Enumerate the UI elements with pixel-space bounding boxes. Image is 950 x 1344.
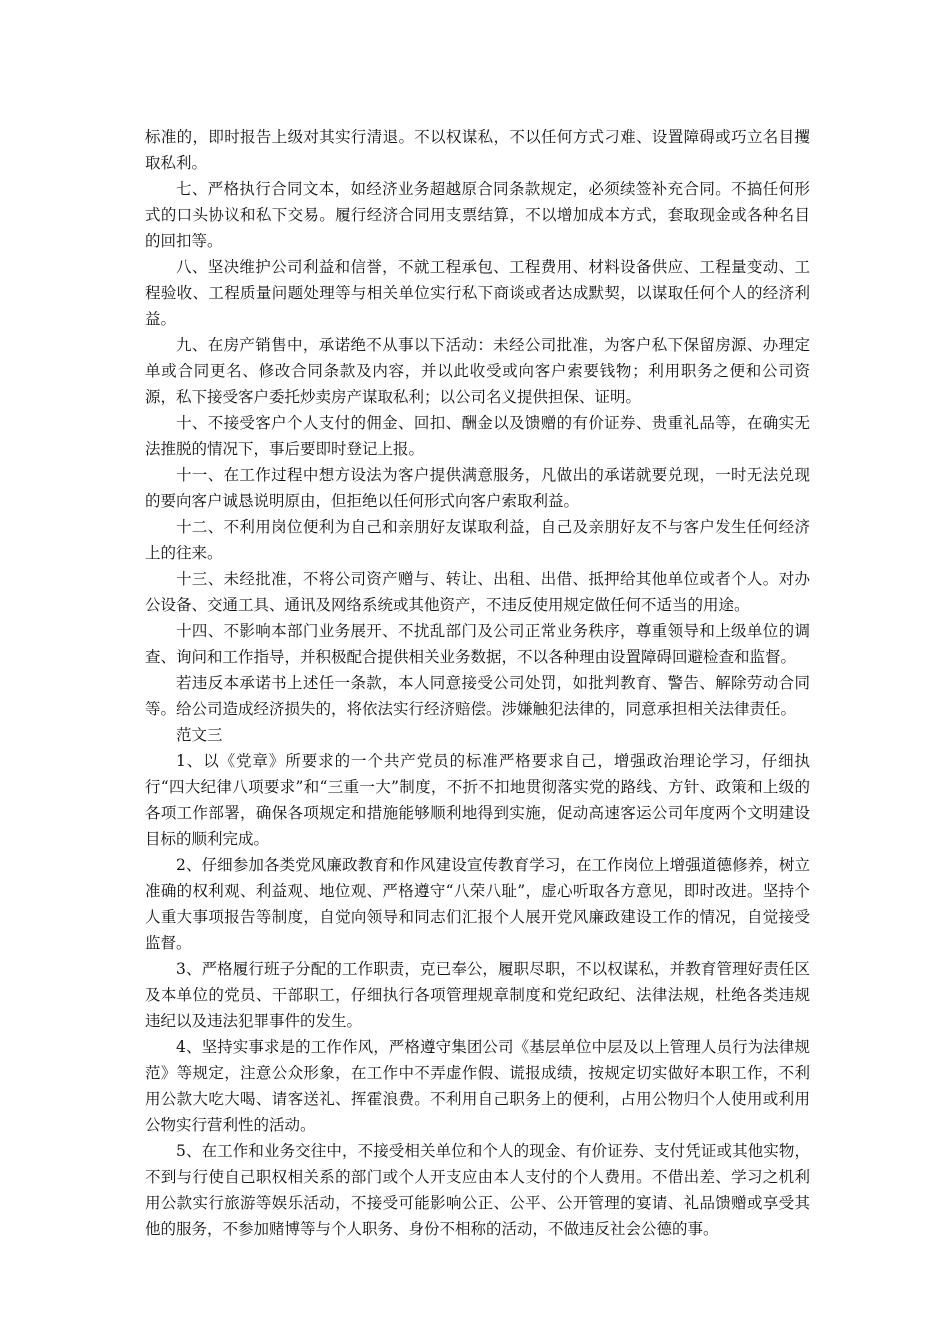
paragraph-clause-8: 八、坚决维护公司利益和信誉，不就工程承包、工程费用、材料设备供应、工程量变动、工程验收、工程质量问题处理等与相关单位实行私下商谈或者达成默契，以谋取任何个人的经济利益。 — [145, 258, 810, 328]
document-body — [145, 124, 810, 1242]
paragraph-clause-10: 十、不接受客户个人支付的佣金、回扣、酬金以及馈赠的有价证券、贵重礼品等，在确实无法推脱的情况下，事后要即时登记上报。 — [145, 414, 810, 458]
paragraph-clause-14: 十四、不影响本部门业务展开、不扰乱部门及公司正常业务秩序，尊重领导和上级单位的调查、询问和工作指导，并积极配合提供相关业务数据，不以各种理由设置障碍回避检查和监督。 — [145, 622, 810, 666]
paragraph-clause-11: 十一、在工作过程中想方设法为客户提供满意服务，凡做出的承诺就要兑现，一时无法兑现的要向客户诚恳说明原由，但拒绝以任何形式向客户索取利益。 — [145, 466, 810, 510]
paragraph-clause-7: 七、严格执行合同文本，如经济业务超越原合同条款规定，必须续签补充合同。不搞任何形式的口头协议和私下交易。履行经济合同用支票结算，不以增加成本方式，套取现金或各种名目的回扣等。 — [145, 180, 810, 250]
paragraph-item-1: 1、以《党章》所要求的一个共产党员的标准严格要求自己，增强政治理论学习，仔细执行“四大纪律八项要求”和“三重一大”制度，不折不扣地贯彻落实党的路线、方针、政策和上级的各项工作部署，确保各项规定和措施能够顺利地得到实施，促动高速客运公司年度两个文明建设目标的顺利完成。 — [145, 752, 810, 848]
paragraph-clause-13: 十三、未经批准，不将公司资产赠与、转让、出租、出借、抵押给其他单位或者个人。对办公设备、交通工具、通讯及网络系统或其他资产，不违反使用规定做任何不适当的用途。 — [145, 570, 810, 614]
section-heading: 范文三 — [176, 726, 223, 744]
paragraph-item-5: 5、在工作和业务交往中，不接受相关单位和个人的现金、有价证券、支付凭证或其他实物，不到与行使自己职权相关系的部门或个人开支应由本人支付的个人费用。不借出差、学习之机利用公款实行旅游等娱乐活动，不接受可能影响公正、公平、公开管理的宴请、礼品馈赠或享受其他的服务，不参加赌博等与个人职务、身份不相称的活动，不做违反社会公德的事。 — [145, 1142, 810, 1238]
paragraph-item-3: 3、严格履行班子分配的工作职责，克已奉公，履职尽职，不以权谋私，并教育管理好责任区及本单位的党员、干部职工，仔细执行各项管理规章制度和党纪政纪、法律法规，杜绝各类违规违纪以及违法犯罪事件的发生。 — [145, 960, 810, 1030]
paragraph-violation-statement: 若违反本承诺书上述任一条款，本人同意接受公司处罚，如批判教育、警告、解除劳动合同等。给公司造成经济损失的，将依法实行经济赔偿。涉嫌触犯法律的，同意承担相关法律责任。 — [145, 674, 810, 718]
paragraph-item-2: 2、仔细参加各类党风廉政教育和作风建设宣传教育学习，在工作岗位上增强道德修养，树立准确的权利观、利益观、地位观、严格遵守“八荣八耻”，虚心听取各方意见，即时改进。坚持个人重大事项报告等制度，自觉向领导和同志们汇报个人展开党风廉政建设工作的情况，自觉接受监督。 — [145, 856, 810, 952]
paragraph-continuation: 标准的，即时报告上级对其实行清退。不以权谋私，不以任何方式刁难、设置障碍或巧立名目攫取私利。 — [145, 128, 810, 172]
paragraph-item-4: 4、坚持实事求是的工作作风，严格遵守集团公司《基层单位中层及以上管理人员行为法律规范》等规定，注意公众形象，在工作中不弄虚作假、谎报成绩，按规定切实做好本职工作，不利用公款大吃大喝、请客送礼、挥霍浪费。不利用自己职务上的便利，占用公物归个人使用或利用公物实行营利性的活动。 — [145, 1038, 810, 1134]
paragraph-clause-12: 十二、不利用岗位便利为自己和亲朋好友谋取利益，自己及亲朋好友不与客户发生任何经济上的往来。 — [145, 518, 810, 562]
paragraph-clause-9: 九、在房产销售中，承诺绝不从事以下活动：未经公司批准，为客户私下保留房源、办理定单或合同更名、修改合同条款及内容，并以此收受或向客户索要钱物；利用职务之便和公司资源，私下接受客户委托炒卖房产谋取私利；以公司名义提供担保、证明。 — [145, 336, 810, 406]
